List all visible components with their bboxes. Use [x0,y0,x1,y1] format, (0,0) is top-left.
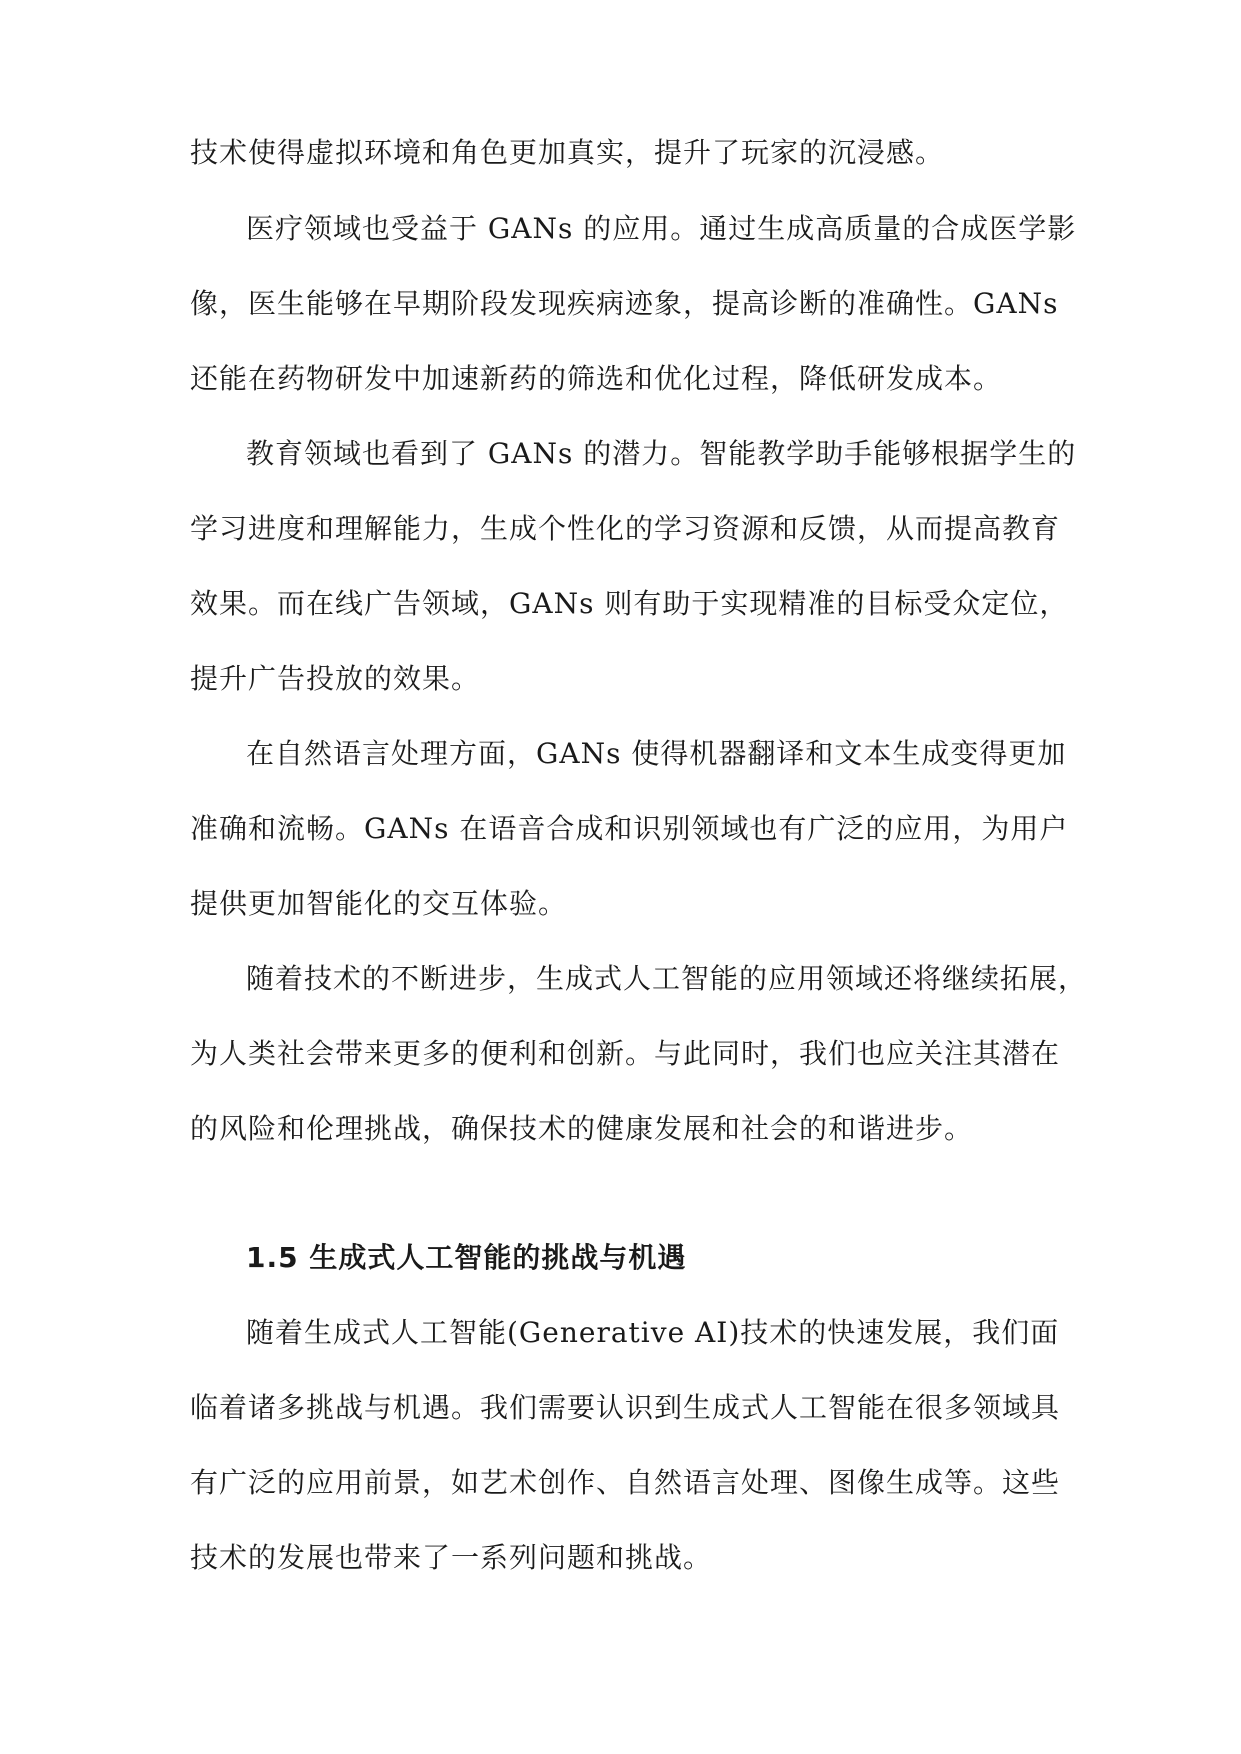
paragraph-line: 还能在药物研发中加速新药的筛选和优化过程，降低研发成本。 [190,362,1003,395]
paragraph-line: 准确和流畅。GANs 在语音合成和识别领域也有广泛的应用，为用户 [190,812,1069,845]
paragraph-line: 随着技术的不断进步，生成式人工智能的应用领域还将继续拓展， [246,962,1088,995]
paragraph-line: 技术使得虚拟环境和角色更加真实，提升了玩家的沉浸感。 [190,136,945,169]
paragraph-line: 为人类社会带来更多的便利和创新。与此同时，我们也应关注其潜在 [190,1037,1061,1070]
paragraph-line: 随着生成式人工智能(Generative AI)技术的快速发展，我们面 [246,1316,1060,1349]
paragraph-line: 有广泛的应用前景，如艺术创作、自然语言处理、图像生成等。这些 [190,1466,1061,1499]
paragraph-line: 提供更加智能化的交互体验。 [190,887,568,920]
section-heading: 1.5 生成式人工智能的挑战与机遇 [246,1241,687,1274]
paragraph-line: 的风险和伦理挑战，确保技术的健康发展和社会的和谐进步。 [190,1112,974,1145]
paragraph-line: 教育领域也看到了 GANs 的潜力。智能教学助手能够根据学生的 [246,437,1077,470]
paragraph-line: 医疗领域也受益于 GANs 的应用。通过生成高质量的合成医学影 [246,212,1077,245]
paragraph-line: 在自然语言处理方面，GANs 使得机器翻译和文本生成变得更加 [246,737,1067,770]
paragraph-line: 提升广告投放的效果。 [190,662,481,695]
paragraph-line: 技术的发展也带来了一系列问题和挑战。 [190,1541,713,1574]
paragraph-line: 临着诸多挑战与机遇。我们需要认识到生成式人工智能在很多领域具 [190,1391,1061,1424]
paragraph-line: 效果。而在线广告领域，GANs 则有助于实现精准的目标受众定位， [190,587,1069,620]
paragraph-line: 学习进度和理解能力，生成个性化的学习资源和反馈，从而提高教育 [190,512,1061,545]
paragraph-line: 像，医生能够在早期阶段发现疾病迹象，提高诊断的准确性。GANs [190,287,1059,320]
